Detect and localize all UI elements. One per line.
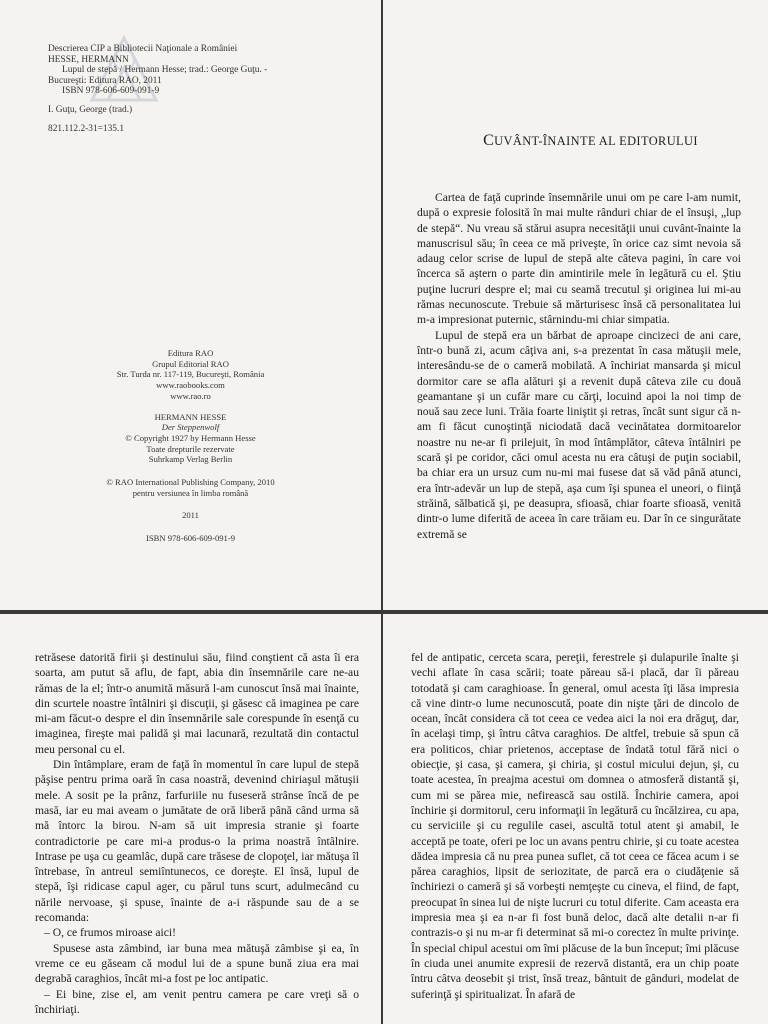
text-column-bottom-left (35, 650, 359, 1017)
original-title: Der Steppenwolf (161, 422, 220, 433)
cip-line: Lupul de stepă / Hermann Hesse; trad.: George Guţu. - (62, 65, 268, 76)
cip-line: 821.112.2-31=135.1 (48, 123, 125, 134)
cip-description (48, 44, 267, 134)
publisher-line: pentru versiunea în limba română (132, 487, 249, 498)
publisher-line: © Copyright 1927 by Hermann Hesse (125, 432, 256, 443)
page-top-left (0, 0, 381, 610)
text-column-bottom-right (411, 650, 739, 1002)
cip-line: Bucureşti: Editura RAO, 2011 (48, 75, 162, 86)
publisher-info (0, 348, 381, 544)
publisher-line: © RAO International Publishing Company, 2010 (106, 477, 275, 488)
paragraph: Cartea de faţă cuprinde însemnările unui om pe care l-am numit, după o expresie folosită în mai multe rânduri chiar de el însuşi, „lup de stepă“. Nu vreau să stărui asupra necesităţii unui cuvânt-înainte la manuscrisul său; în ceea ce mă priveşte, în orice caz simt nevoia să adaug celor scrise de lupul de stepă alte câteva pagini, în care voi încerca să aştern o parte din amintirile mele în legătură cu el. Ştiu puţine lucruri despre el; mai cu seamă trecutul şi originea lui mi-au rămas necunoscute. Trebuie să mărturisesc însă că personalitatea lui m-a impresionat puternic, stârnindu-mi chiar simpatia. (417, 191, 741, 327)
paragraph: Lupul de stepă era un bărbat de aproape cincizeci de ani care, într-o bună zi, acum câţiva ani, s-a prezentat în casa mătuşii mele, interesându-se de o cameră mobilată. A închiriat mansarda şi micul dormitor care se afla alături şi a revenit după câteva zile cu două geamantane şi un cufăr mare cu cărţi, locuind apoi la noi timp de nouă sau zece luni. Trăia foarte liniştit şi retras, încât sunt sigur că n-am fi făcut cunoştinţă niciodată dacă vecinătatea dormitoarelor noastre nu ne-ar fi prilejuit, în mod întâmplător, câteva întâlniri pe scară şi pe coridor, căci omul acesta nu era câtuşi de puţin sociabil, ba chiar era un ursuz cum nu-mi mai fusese dat să văd până atunci, era într-adevăr un lup de stepă, aşa cum îşi spunea el uneori, o fiinţă străină, sălbatică şi, pe deasupra, sfioasă, chiar foarte sfioasă, venită dintr-o lume diferită de aceea în care trăiam eu. Dar în ce singurătate extremă se (417, 328, 741, 541)
paragraph: retrăsese datorită firii şi destinului său, fiind conştient că asta îi era soarta, am putut să aflu, de fapt, abia din însemnările care ne-au rămas de la el; într-o anumită măsură l-am cunoscut însă mai înainte, din scurtele noastre întâlniri şi discuţii, şi găsesc că imaginea pe care mi-am făcut-o despre el din însemnările sale corespunde în esenţă cu imaginea, fireşte mai palidă şi mai lacunară, rezultată din contactul meu personal cu el. (35, 651, 359, 756)
cip-line: ISBN 978-606-609-091-9 (62, 86, 160, 97)
cip-line: I. Guţu, George (trad.) (48, 104, 133, 115)
publisher-line: Suhrkamp Verlag Berlin (148, 454, 233, 465)
paragraph: Din întâmplare, eram de faţă în momentul în care lupul de stepă păşise pentru prima oară în casa noastră, devenind chiriaşul mătuşii mele. A sosit pe la prânz, farfuriile nu fuseseră strânse încă de pe masă, iar eu mai aveam o jumătate de oră liberă până când urma să mă întorc la birou. N-am să uit impresia stranie şi foarte contradictorie pe care mi-a produs-o la prima noastră întâlnire. Intrase pe uşa cu geamlâc, după care trăsese de clopoţel, iar mătuşa îl întrebase, în antreul semiîntunecos, ce doreşte. El însă, lupul de stepă, îşi ridicase capul ager, cu părul tuns scurt, adulmecând cu nările nervoase, şi spuse, înainte de a-i răspunde sau de a se recomanda: (35, 758, 359, 925)
dialogue-line: – O, ce frumos miroase aici! (44, 926, 176, 940)
publisher-line: Str. Turda nr. 117-119, Bucureşti, România (116, 369, 265, 380)
cip-line: Descrierea CIP a Bibliotecii Naţionale a României (48, 44, 238, 54)
publisher-line: www.rao.ro (170, 390, 211, 401)
original-author: HERMANN HESSE (154, 411, 227, 422)
publisher-line: Toate drepturile rezervate (146, 443, 235, 454)
paragraph: Spusese asta zâmbind, iar buna mea mătuşă zâmbise şi ea, în vreme ce eu găseam că modul lui de a spune bună ziua era mai degrabă caraghios, încât mi-a fost pe loc antipatic. (35, 941, 359, 986)
publication-year: 2011 (182, 510, 199, 521)
heading-rest: UVÂNT-ÎNAINTE AL EDITORULUI (494, 134, 698, 148)
paragraph: fel de antipatic, cerceta scara, pereţii, ferestrele şi dulapurile înalte şi vechi aflate în casa scării; toate păreau să-i placă, dar îi păreau totodată şi cam caraghioase. În general, omul acesta îţi lăsa impresia că vine dintr-o lume necunoscută, poate din nişte ţări de dincolo de ocean, încât considera că tot ceea ce vedea aici la noi era drăguţ, dar, în acelaşi timp, şi întru câtva caraghios. De altfel, trebuie să spun că era politicos, chiar prietenos, acceptase de îndată totul fără nici o obiecţie, şi casa, şi camera, şi chiria, şi costul micului dejun, şi, cu toate acestea, în preajma acestui om domnea o atmosferă distantă şi, cum mi se părea mie, nefirească sau ostilă. Închirie camera, apoi închirie şi dormitorul, ceru informaţii în legătură cu încălzirea, cu apa, cu serviciile şi cu regulile casei, ascultă totul atent şi amabil, le acceptă pe toate, oferi pe loc un avans pentru chirie, şi cu toate acestea dădea impresia că nu prea punea suflet, că tot ceea ce făcea acum i se părea caraghios, lipsit de seriozitate, de parcă era o ciudăţenie să închiriezi o cameră şi să vorbeşti nemţeşte cu cineva, el fiind, de fapt, preocupat în sinea lui de nişte lucruri cu totul diferite. Cam aceasta era impresia mea şi ea n-ar fi fost bună deloc, dacă alte detalii n-ar fi contrazis-o şi nu m-ar fi determinat să mi-o corectez în multe privinţe. În special chipul acestui om îmi plăcuse de la bun început; îmi plăcuse în ciuda unei anumite expresii de rezervă distantă, era un chip poate întru câtva deosebit şi trist, însă treaz, bântuit de gânduri, modelat de suferinţă şi spiritualizat. În afară de (411, 651, 739, 1001)
publisher-line: Editura RAO (167, 348, 214, 358)
cip-line: HESSE, HERMANN (48, 54, 129, 65)
isbn: ISBN 978-606-609-091-9 (145, 533, 236, 544)
publisher-line: Grupul Editorial RAO (152, 358, 229, 369)
heading-initial: C (483, 132, 495, 149)
dialogue-line: – Ei bine, zise el, am venit pentru camera pe care vreţi să o închiriaţi. (35, 987, 359, 1016)
text-column-top-right (417, 190, 741, 542)
chapter-heading (413, 132, 768, 150)
publisher-line: www.raobooks.com (156, 380, 225, 391)
